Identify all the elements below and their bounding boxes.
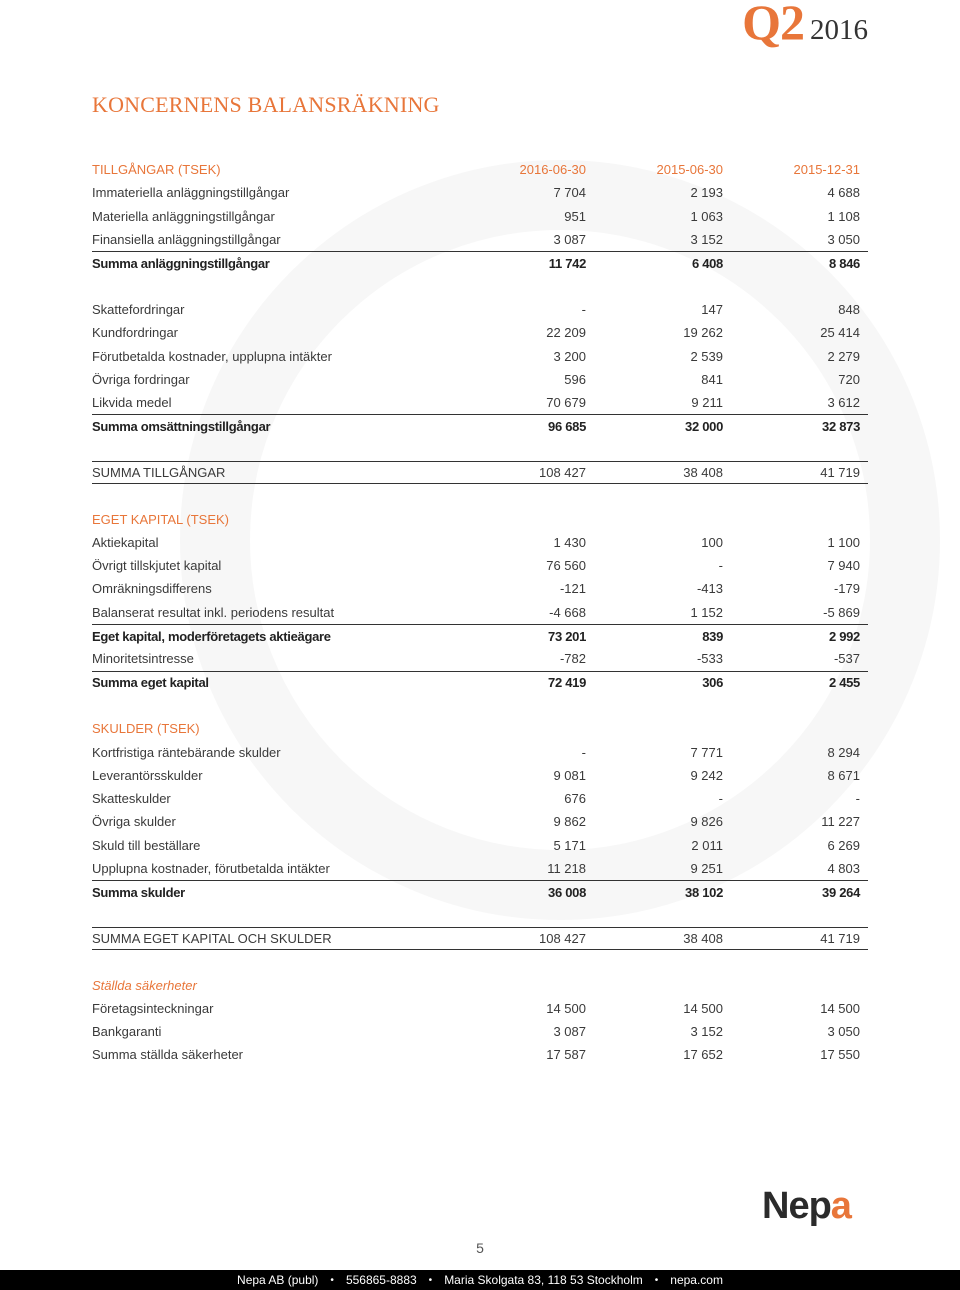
row-label: Skattefordringar	[92, 301, 185, 317]
footer-org-number: 556865-8883	[345, 1273, 417, 1287]
cell-value: 4 803	[827, 861, 860, 877]
cell-value: 4 688	[827, 185, 860, 201]
cell-value: 96 685	[548, 418, 586, 434]
cell-value: 7 940	[827, 558, 860, 574]
cell-value: 9 211	[691, 395, 723, 411]
cell-value: 841	[701, 371, 723, 387]
cell-value: 8 846	[828, 255, 860, 271]
row-label: Kundfordringar	[92, 325, 178, 341]
subtotal-row-current-assets	[92, 414, 868, 437]
cell-value: 2 455	[828, 675, 860, 691]
row-label: Finansiella anläggningstillgångar	[92, 232, 281, 248]
row-label: Balanserat resultat inkl. periodens resultat	[92, 604, 335, 620]
row-label: Övriga skulder	[92, 814, 176, 830]
logo-text-main: Nep	[762, 1185, 831, 1227]
cell-value: 9 862	[553, 814, 586, 830]
spacer	[92, 438, 868, 461]
cell-value: 17 652	[683, 1047, 723, 1063]
row-label: Övrigt tillskjutet kapital	[92, 558, 222, 574]
cell-value: 3 612	[827, 395, 860, 411]
table-row	[92, 997, 868, 1020]
table-row	[92, 601, 868, 624]
cell-value: 2 992	[828, 628, 860, 644]
table-row	[92, 834, 868, 857]
cell-value: 676	[564, 791, 586, 807]
row-label: Aktiekapital	[92, 534, 159, 550]
liabilities-header-row	[92, 717, 868, 740]
spacer	[92, 904, 868, 927]
row-label: Minoritetsintresse	[92, 651, 194, 667]
cell-value: 41 719	[820, 930, 860, 946]
cell-value: 108 427	[539, 930, 586, 946]
cell-value: -	[855, 791, 860, 807]
cell-value: 17 587	[546, 1047, 586, 1063]
cell-value: 108 427	[539, 465, 586, 480]
equity-header-row	[92, 507, 868, 530]
cell-value: 38 102	[685, 884, 723, 900]
cell-value: 1 063	[690, 208, 723, 224]
row-label: Skatteskulder	[92, 791, 171, 807]
row-label: SKULDER (TSEK)	[92, 721, 200, 737]
row-label: Skuld till beställare	[92, 837, 201, 853]
cell-value: 306	[702, 675, 723, 691]
page-number: 5	[476, 1240, 484, 1256]
cell-value: 19 262	[683, 325, 723, 341]
cell-value: 3 087	[553, 232, 586, 248]
cell-value: 6 269	[827, 837, 860, 853]
table-row	[92, 344, 868, 367]
row-label: Summa anläggningstillgångar	[92, 255, 270, 271]
cell-value: 2 193	[690, 185, 723, 201]
row-label: SUMMA EGET KAPITAL OCH SKULDER	[92, 930, 332, 946]
column-header-2015-12-31: 2015-12-31	[793, 162, 860, 178]
cell-value: 1 152	[690, 604, 723, 620]
cell-value: 8 294	[827, 744, 860, 760]
row-label: Ställda säkerheter	[92, 977, 197, 993]
row-label: Eget kapital, moderföretagets aktieägare	[92, 628, 331, 644]
cell-value: 7 704	[553, 185, 586, 201]
table-row	[92, 764, 868, 787]
table-row	[92, 857, 868, 880]
row-label: SUMMA TILLGÅNGAR	[92, 465, 226, 480]
cell-value: 7 771	[690, 744, 723, 760]
cell-value: 11 227	[821, 814, 860, 830]
cell-value: -537	[833, 651, 860, 667]
row-label: Leverantörsskulder	[92, 767, 203, 783]
cell-value: 14 500	[683, 1000, 723, 1016]
cell-value: 3 152	[690, 1024, 723, 1040]
subtotal-row-fixed-assets	[92, 251, 868, 274]
row-label: Bankgaranti	[92, 1024, 162, 1040]
nepa-logo	[762, 1185, 851, 1228]
cell-value: -121	[559, 581, 586, 597]
cell-value: 9 242	[690, 767, 723, 783]
cell-value: 39 264	[822, 884, 860, 900]
assets-header-row	[92, 158, 868, 181]
cell-value: 5 171	[553, 837, 586, 853]
cell-value: 6 408	[691, 255, 723, 271]
logo-text-accent: a	[830, 1185, 851, 1227]
table-row	[92, 577, 868, 600]
subtotal-row-equity	[92, 671, 868, 694]
cell-value: 70 679	[546, 395, 586, 411]
cell-value: 72 419	[548, 675, 586, 691]
spacer	[92, 950, 868, 973]
cell-value: 2 539	[690, 348, 723, 364]
row-label: Likvida medel	[92, 395, 172, 411]
table-row	[92, 1020, 868, 1043]
cell-value: 2 011	[691, 837, 723, 853]
cell-value: 22 209	[546, 325, 586, 341]
cell-value: 25 414	[820, 325, 860, 341]
column-header-2016-06-30: 2016-06-30	[519, 162, 586, 178]
cell-value: -	[718, 791, 723, 807]
footer-separator: •	[428, 1274, 433, 1286]
cell-value: 3 050	[827, 1024, 860, 1040]
cell-value: -533	[696, 651, 723, 667]
footer-separator: •	[654, 1274, 659, 1286]
cell-value: 3 050	[827, 232, 860, 248]
cell-value: 3 152	[690, 232, 723, 248]
cell-value: 1 108	[827, 208, 860, 224]
row-label: Upplupna kostnader, förutbetalda intäkter	[92, 861, 330, 877]
total-row-assets	[92, 461, 868, 484]
table-row	[92, 810, 868, 833]
row-label: Summa skulder	[92, 884, 185, 900]
page-title: KONCERNENS BALANSRÄKNING	[92, 92, 440, 117]
cell-value: 839	[702, 628, 723, 644]
cell-value: 41 719	[820, 465, 860, 480]
cell-value: 36 008	[548, 884, 586, 900]
cell-value: -	[581, 744, 586, 760]
subtotal-row-equity-parent	[92, 624, 868, 647]
spacer	[92, 274, 868, 297]
cell-value: 11 742	[548, 255, 586, 271]
report-period-header	[742, 0, 868, 52]
cell-value: 1 430	[553, 534, 586, 550]
footer-company: Nepa AB (publ)	[237, 1273, 319, 1287]
cell-value: -	[718, 558, 723, 574]
row-label: Förutbetalda kostnader, upplupna intäkter	[92, 348, 332, 364]
cell-value: 147	[701, 301, 723, 317]
cell-value: -179	[833, 581, 860, 597]
cell-value: -4 668	[549, 604, 586, 620]
row-label: Företagsinteckningar	[92, 1000, 214, 1016]
row-label: Summa ställda säkerheter	[92, 1047, 244, 1063]
row-label: Omräkningsdifferens	[92, 581, 212, 597]
table-row	[92, 228, 868, 251]
cell-value: 38 408	[683, 465, 723, 480]
table-row	[92, 554, 868, 577]
cell-value: 14 500	[820, 1000, 860, 1016]
cell-value: 720	[838, 371, 860, 387]
table-row	[92, 368, 868, 391]
footer-separator: •	[330, 1274, 334, 1286]
cell-value: 848	[838, 301, 860, 317]
row-label: Kortfristiga räntebärande skulder	[92, 744, 281, 760]
total-row-equity-and-liabilities	[92, 927, 868, 950]
cell-value: 2 279	[827, 348, 860, 364]
cell-value: 17 550	[820, 1047, 860, 1063]
row-label: Materiella anläggningstillgångar	[92, 208, 275, 224]
row-label: EGET KAPITAL (TSEK)	[92, 511, 230, 527]
table-row	[92, 1043, 868, 1066]
table-row	[92, 298, 868, 321]
cell-value: 951	[564, 208, 586, 224]
spacer	[92, 694, 868, 717]
subtotal-row-liabilities	[92, 880, 868, 903]
pledged-header-row	[92, 973, 868, 996]
cell-value: 32 000	[685, 418, 723, 434]
cell-value: -413	[696, 581, 723, 597]
cell-value: 14 500	[546, 1000, 586, 1016]
cell-value: 3 087	[553, 1024, 586, 1040]
cell-value: 76 560	[546, 558, 586, 574]
cell-value: 596	[564, 371, 586, 387]
table-row	[92, 787, 868, 810]
cell-value: -5 869	[823, 604, 860, 620]
table-row	[92, 321, 868, 344]
table-row	[92, 181, 868, 204]
cell-value: 9 081	[553, 767, 586, 783]
page-footer	[0, 1270, 960, 1290]
row-label: Summa eget kapital	[92, 675, 209, 691]
cell-value: 11 218	[547, 861, 586, 877]
cell-value: 8 671	[827, 767, 860, 783]
table-row	[92, 205, 868, 228]
row-label: Immateriella anläggningstillgångar	[92, 185, 290, 201]
cell-value: 100	[701, 534, 723, 550]
year-label: 2016	[810, 14, 868, 46]
cell-value: 3 200	[553, 348, 586, 364]
table-row	[92, 740, 868, 763]
cell-value: -	[581, 301, 586, 317]
quarter-label: Q2	[742, 0, 804, 50]
cell-value: 1 100	[827, 534, 860, 550]
cell-value: 73 201	[548, 628, 586, 644]
cell-value: -782	[559, 651, 586, 667]
cell-value: 9 251	[690, 861, 723, 877]
footer-website: nepa.com	[670, 1273, 723, 1287]
cell-value: 9 826	[690, 814, 723, 830]
table-row	[92, 391, 868, 414]
cell-value: 32 873	[822, 418, 860, 434]
row-label: Summa omsättningstillgångar	[92, 418, 271, 434]
table-row	[92, 531, 868, 554]
footer-address: Maria Skolgata 83, 118 53 Stockholm	[444, 1273, 643, 1287]
row-label: TILLGÅNGAR (TSEK)	[92, 162, 221, 178]
balance-sheet-table	[92, 158, 868, 1067]
table-row	[92, 647, 868, 670]
cell-value: 38 408	[683, 930, 723, 946]
column-header-2015-06-30: 2015-06-30	[656, 162, 723, 178]
spacer	[92, 484, 868, 507]
row-label: Övriga fordringar	[92, 371, 190, 387]
